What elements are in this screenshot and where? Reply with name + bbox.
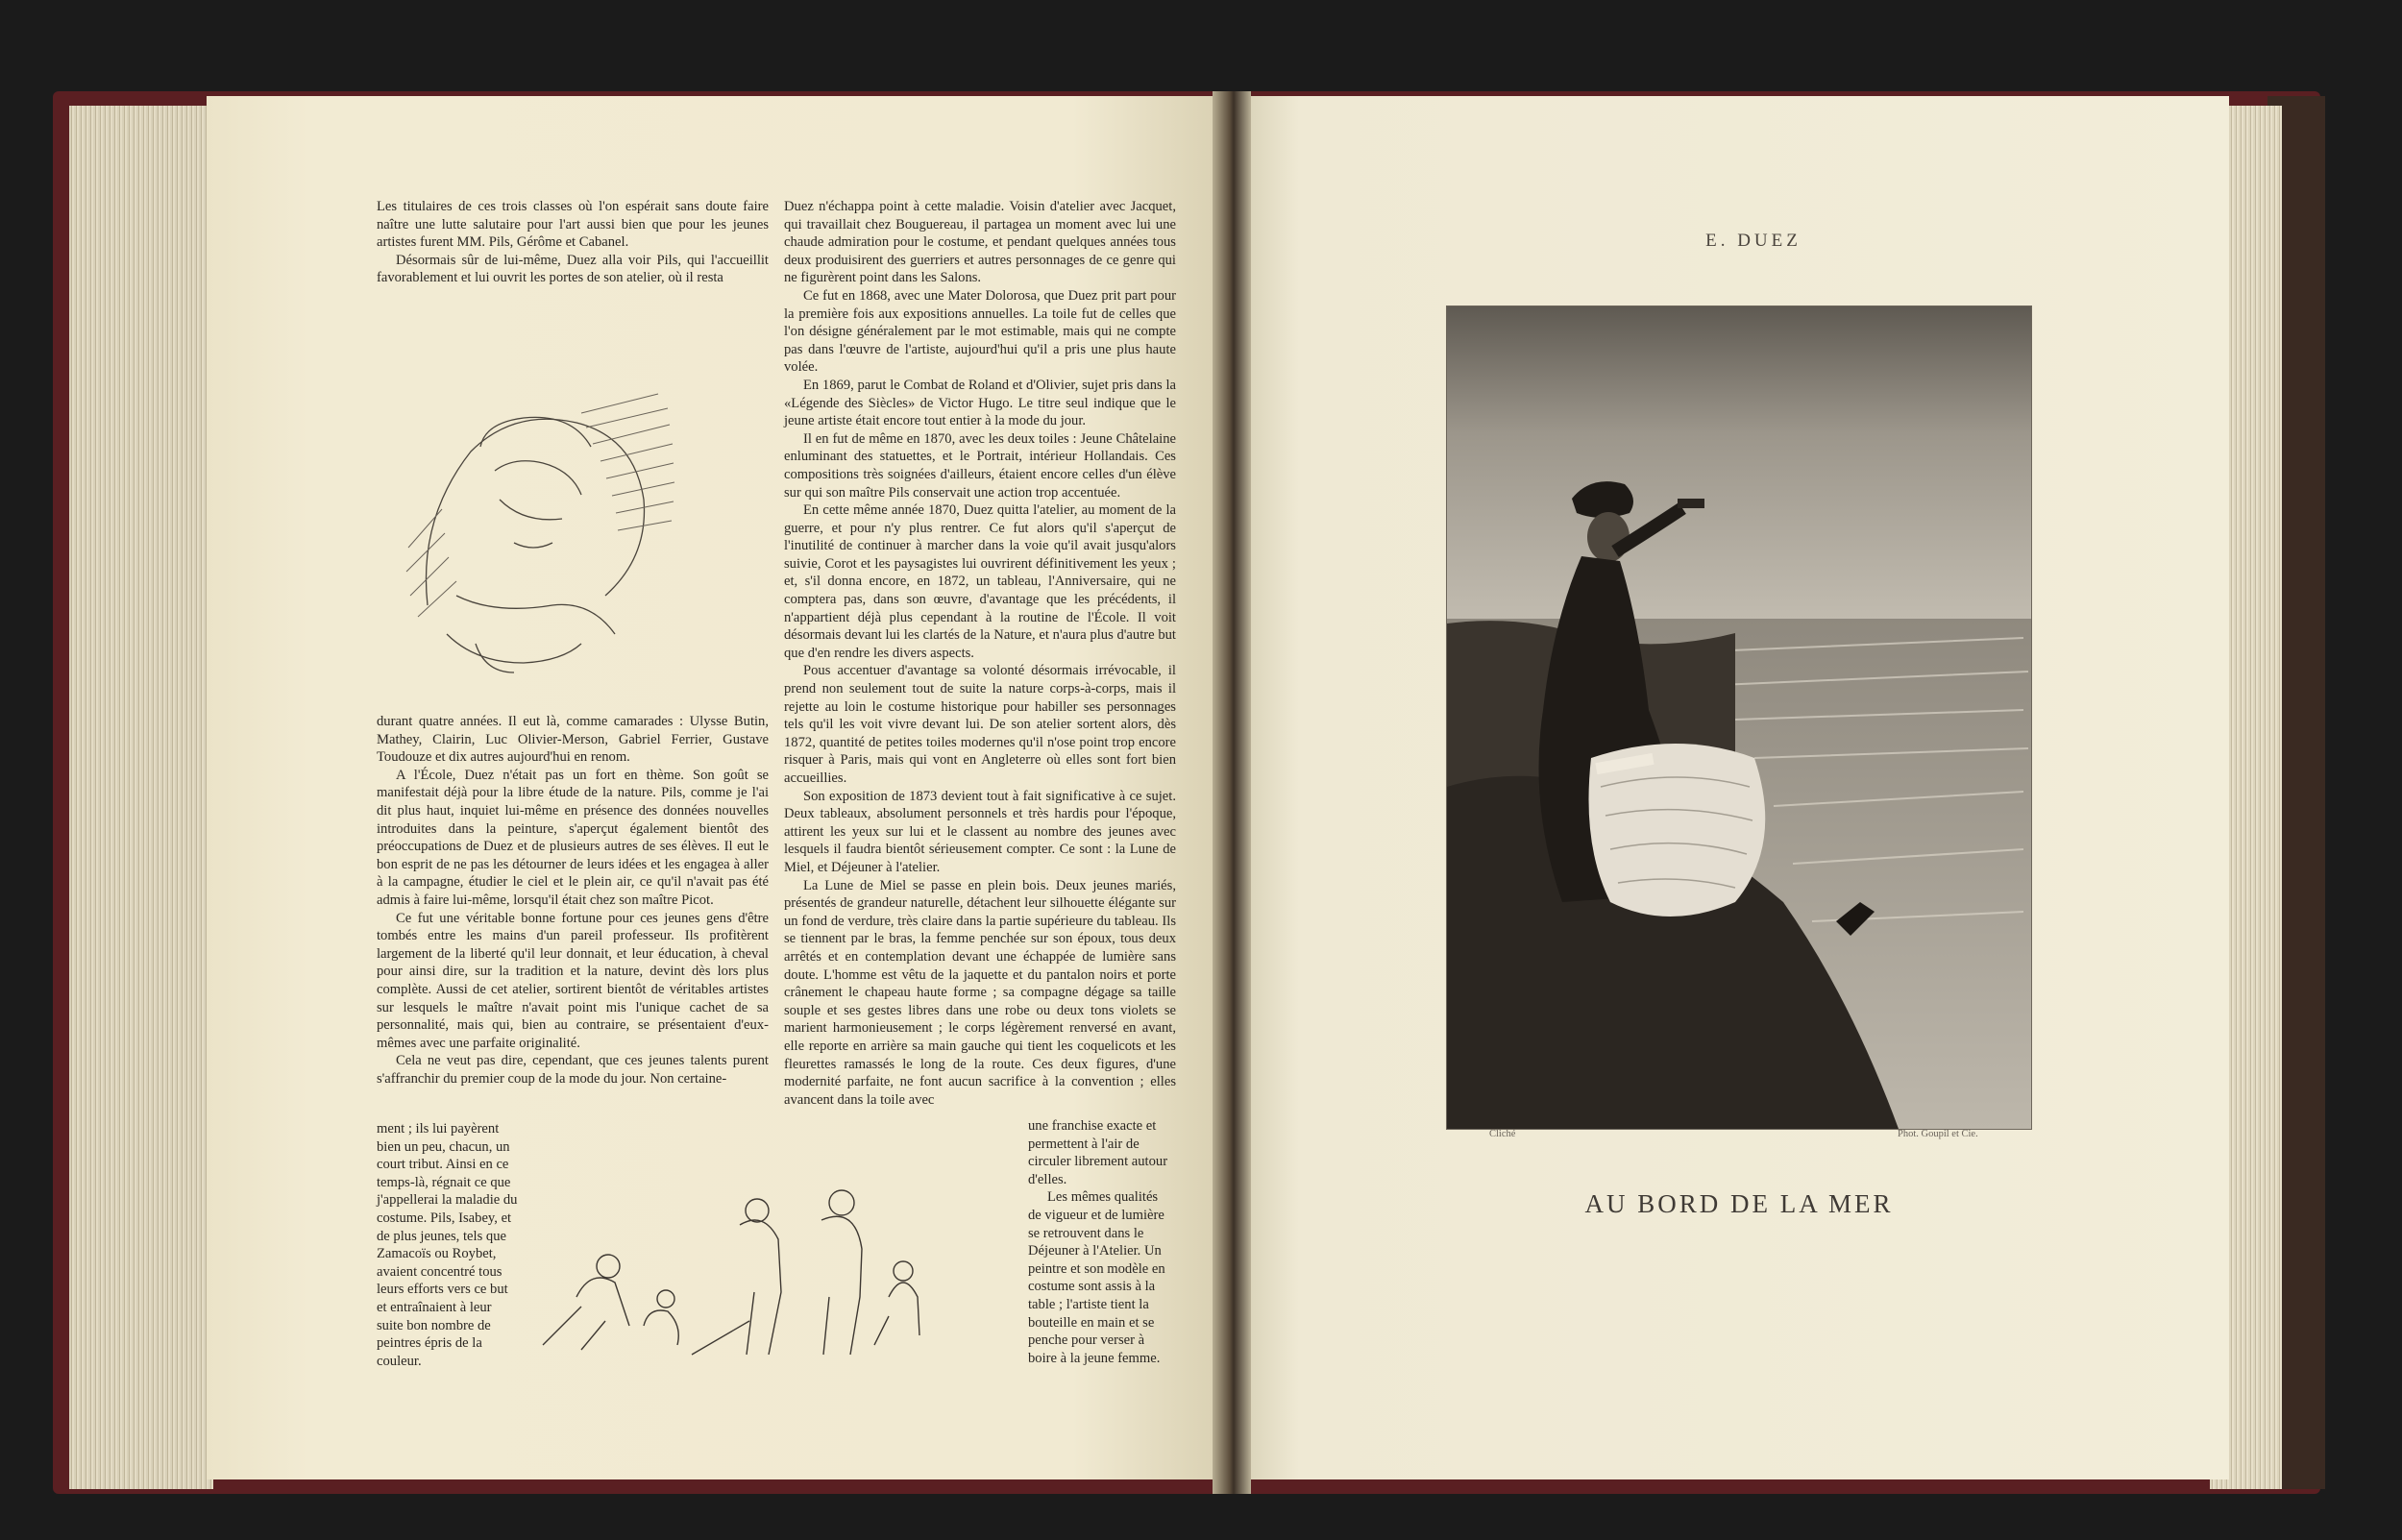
seaside-painting: [1447, 306, 2031, 1129]
paragraph: A l'École, Duez n'était pas un fort en thème. Son goût se manifestait déjà pour la libre étude de la nature. Pils, comme je l'ai dit plus haut, inquiet lui-même en présence des données nouvelles introduites dans la peinture, s'aperçut également bientôt des préoccupations de Duez et de plusieurs autres de ses élèves. Il eut le bon esprit de ne pas les détourner de leurs idées et les engagea à aller à la campagne, étudier le ciel et le plein air, ce qu'il n'avait pas été admis à faire lui-même, lorsqu'il était chez son maître Picot.: [377, 767, 769, 908]
sleeping-child-sketch: [389, 355, 677, 697]
figures-sketch: [524, 1153, 1023, 1374]
paragraph: Son exposition de 1873 devient tout à fait significative à ce sujet. Deux tableaux, absolument personnels et très hardis pour l'époque, attirent les yeux sur lui et le classent au nombre des jeunes avec lesquels il faudra bientôt sérieusement compter. Ce sont : la Lune de Miel, et Déjeuner à l'atelier.: [784, 788, 1176, 875]
paragraph: ment ; ils lui payèrent bien un peu, chacun, un court tribut. Ainsi en ce temps-là, régnait ce que j'appellerai la maladie du costume. Pils, Isabey, et de plus jeunes, tels que Zamacoïs ou Roybet, avaient concentré tous leurs efforts vers ce but et entraînaient à leur suite bon nombre de peintres épris de la couleur.: [377, 1121, 518, 1369]
paragraph: La Lune de Miel se passe en plein bois. Deux jeunes mariés, présentés de grandeur naturelle, détachent leur silhouette élégante sur un fond de verdure, très claire dans la partie supérieure du tableau. Ils se tiennent par le bras, la femme penchée sur son époux, tous deux arrêtés et en contemplation devant une échappée de lumière sans doute. L'homme est vêtu de la jaquette et du pantalon noirs et porte crânement le chapeau haute forme ; sa compagne dégage sa taille souple et ses gestes libres dans une robe ou deux tons violets se marient harmonieusement ; le corps légèrement renversé en avant, elle reporte en arrière sa main gauche qui tient les coquelicots et les fleurettes ramassés le long de la route. Ces deux figures, d'une modernité parfaite, ne font aucun sacrifice à la convention ; elles avancent dans la toile avec: [784, 877, 1176, 1108]
paragraph: Désormais sûr de lui-même, Duez alla voir Pils, qui l'accueillit favorablement et lui ouvrit les portes de son atelier, où il resta: [377, 252, 769, 286]
paragraph: Les mêmes qualités de vigueur et de lumière se retrouvent dans le Déjeuner à l'Atelier. Un peintre et son modèle en costume sont assis à la table ; l'artiste tient la bouteille en main et se penche pour verser à boire à la jeune femme.: [1028, 1189, 1165, 1366]
plate-caption: AU BORD DE LA MER: [1584, 1189, 1894, 1218]
paragraph: Ce fut une véritable bonne fortune pour ces jeunes gens d'être tombés entre les mains d'un pareil professeur. Ils profitèrent largement de la liberté qu'il leur donnait, et leur éducation, à cheval pour ainsi dire, sur la tradition et la nature, devint dès lors plus complète. Aussi de cet atelier, sortirent bientôt de véritables artistes sur lesquels le maître n'avait point mis l'unique cachet de sa personnalité, mais qui, bien au contraire, se présentaient d'eux-mêmes avec une parfaite originalité.: [377, 910, 769, 1051]
paragraph: Les titulaires de ces trois classes où l'on espérait sans doute faire naître une lutte salutaire pour l'art aussi bien que pour les jeunes artistes furent MM. Pils, Gérôme et Cabanel.: [377, 199, 769, 251]
paragraph: Ce fut en 1868, avec une Mater Dolorosa, que Duez prit part pour la première fois aux expositions annuelles. La toile fut de celles que l'on désigne généralement par le mot estimable, mais qui ne compte pas dans l'œuvre de l'artiste, aujourd'hui qu'il a pris une plus haute volée.: [784, 287, 1176, 376]
paragraph: En cette même année 1870, Duez quitta l'atelier, au moment de la guerre, et pour n'y plus rentrer. Ce fut alors qu'il s'aperçut de l'inutilité de continuer à marcher dans la voie qu'il avait jusqu'alors suivie, Corot et les paysagistes lui ouvrirent définitivement les yeux ; et, s'il donna encore, en 1872, un tableau, l'Anniversaire, qui ne comptera pas, dans son œuvre, d'avantage que les précédents, il n'appartient déjà plus cependant à la routine de l'École. Il voit désormais devant lui les clartés de la Nature, et n'aura plus d'autre but que d'en rendre les divers aspects.: [784, 502, 1176, 661]
book-gutter: [1213, 91, 1251, 1494]
paragraph: durant quatre années. Il eut là, comme camarades : Ulysse Butin, Mathey, Clairin, Luc Olivier-Merson, Gabriel Ferrier, Gustave Toudouze et dix autres aujourd'hui en renom.: [377, 714, 769, 766]
artist-name: E. DUEZ: [1705, 231, 1802, 251]
paragraph: Duez n'échappa point à cette maladie. Voisin d'atelier avec Jacquet, qui travaillait chez Bouguereau, il partagea un moment avec lui une chaude admiration pour le costume, et pendant quelques années tous deux produisirent des guerriers et autres personnages de ce genre qui ne figurèrent point dans les Salons.: [784, 199, 1176, 286]
left-column-intro: [377, 198, 769, 287]
photogravure-plate: [1446, 306, 2032, 1130]
paragraph: Cela ne veut pas dire, cependant, que ces jeunes talents purent s'affranchir du premier coup de la mode du jour. Non certaine-: [377, 1053, 769, 1087]
right-column: [784, 198, 1176, 1109]
photo-credit-left: Cliché: [1489, 1129, 1516, 1139]
left-column-body: [377, 713, 769, 1088]
paragraph: une franchise exacte et permettent à l'air de circuler librement autour d'elles.: [1028, 1118, 1168, 1187]
photo-credit-right: Phot. Goupil et Cie.: [1898, 1129, 1978, 1139]
paragraph: Pous accentuer d'avantage sa volonté désormais irrévocable, il prend non seulement tout de suite la nature corps-à-corps, mais il rejette au loin le costume historique pour habiller ses personnages tels qu'il les voit vivre devant lui. De son atelier sortent alors, dès 1872, quantité de petites toiles modernes qu'il n'ose point trop encore risquer à Paris, mais qui vont en Angleterre où elles sont fort bien accueillies.: [784, 663, 1176, 786]
paragraph: Il en fut de même en 1870, avec les deux toiles : Jeune Châtelaine enluminant des statuettes, et le Portrait, intérieur Hollandais. Ces compositions très soignées d'ailleurs, étaient encore celles d'un élève sur qui son maître Pils conservait une action trop accentuée.: [784, 430, 1176, 501]
left-column-narrow: [377, 1120, 521, 1370]
page-edges-left: [69, 106, 213, 1489]
right-column-narrow: [1028, 1117, 1174, 1367]
paragraph: En 1869, parut le Combat de Roland et d'Olivier, sujet pris dans la «Légende des Siècles» de Victor Hugo. Le titre seul indique que le jeune artiste était encore tout entier à la mode du jour.: [784, 377, 1176, 429]
